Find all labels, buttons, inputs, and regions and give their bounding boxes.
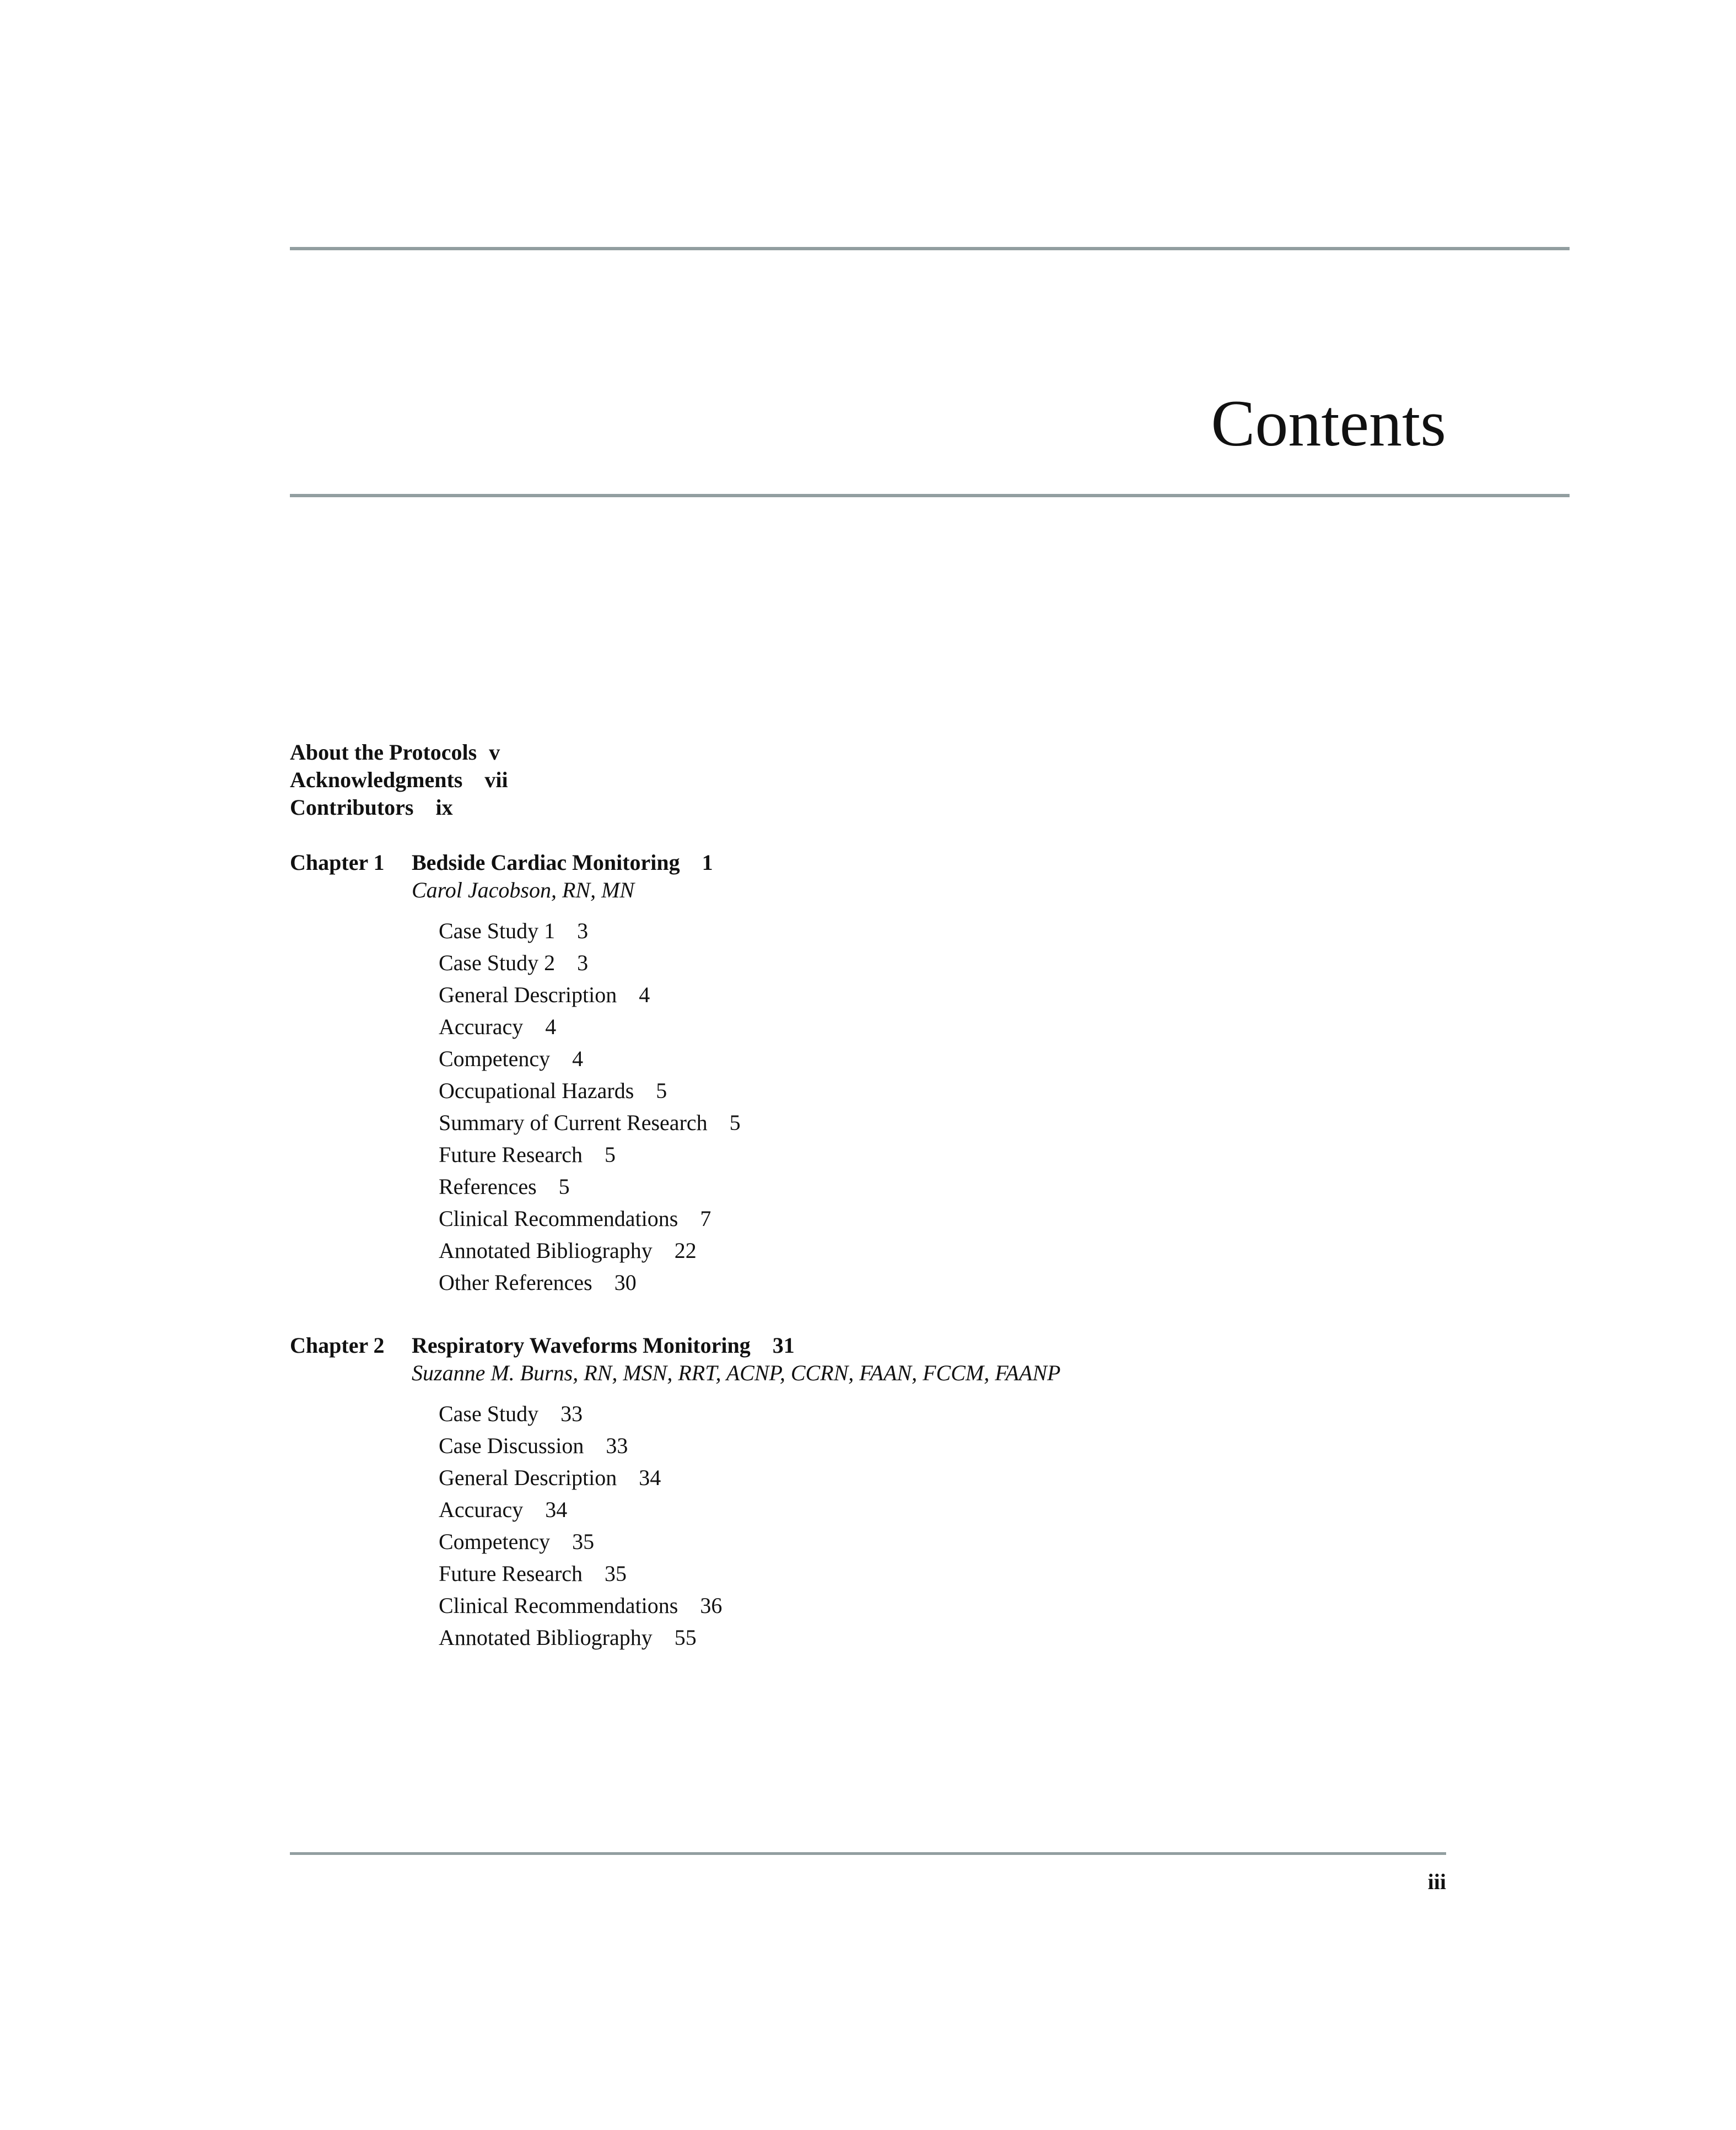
title-rule — [290, 494, 1570, 497]
toc-section[interactable] — [439, 1235, 1570, 1267]
section-label: Accuracy — [439, 1014, 524, 1039]
entry-page: vii — [484, 767, 508, 792]
section-page: 22 — [674, 1238, 697, 1263]
section-page: 5 — [656, 1078, 667, 1103]
toc-section[interactable] — [439, 1430, 1570, 1462]
section-page: 4 — [639, 982, 650, 1007]
page-number: iii — [1427, 1869, 1446, 1894]
section-page: 34 — [639, 1465, 661, 1490]
chapter-1 — [290, 849, 1570, 1299]
section-label: Future Research — [439, 1142, 583, 1167]
toc-section[interactable] — [439, 1043, 1570, 1075]
toc-section[interactable] — [439, 1526, 1570, 1558]
section-label: Future Research — [439, 1561, 583, 1586]
chapter-title — [412, 1332, 795, 1359]
section-label: Occupational Hazards — [439, 1078, 634, 1103]
toc-section[interactable] — [439, 1462, 1570, 1494]
section-list — [439, 1398, 1570, 1654]
section-label: Clinical Recommendations — [439, 1206, 678, 1231]
toc-section[interactable] — [439, 1171, 1570, 1203]
chapter-author: Suzanne M. Burns, RN, MSN, RRT, ACNP, CCRN, FAAN, FCCM, FAANP — [412, 1360, 1061, 1385]
chapter-author: Carol Jacobson, RN, MN — [412, 878, 635, 902]
page-title: Contents — [1211, 386, 1446, 460]
table-of-contents — [290, 739, 1570, 1654]
section-page: 33 — [560, 1401, 583, 1426]
section-label: Annotated Bibliography — [439, 1625, 653, 1650]
toc-section[interactable] — [439, 1139, 1570, 1171]
section-page: 35 — [572, 1529, 595, 1554]
entry-page: ix — [435, 795, 453, 820]
toc-section[interactable] — [439, 1398, 1570, 1430]
toc-section[interactable] — [439, 1558, 1570, 1590]
chapter-title-text: Respiratory Waveforms Monitoring — [412, 1333, 751, 1358]
chapter-page: 1 — [702, 850, 713, 875]
toc-entry-about-protocols[interactable] — [290, 739, 1570, 766]
section-page: 30 — [614, 1270, 637, 1295]
footer-rule — [290, 1852, 1446, 1855]
section-page: 5 — [729, 1110, 741, 1135]
chapter-heading[interactable] — [290, 849, 1570, 876]
chapter-page: 31 — [772, 1333, 795, 1358]
section-label: Case Study — [439, 1401, 539, 1426]
toc-section[interactable] — [439, 979, 1570, 1011]
toc-section[interactable] — [439, 1622, 1570, 1654]
section-page: 5 — [558, 1174, 570, 1199]
toc-entry-acknowledgments[interactable] — [290, 766, 1570, 794]
chapter-label: Chapter 2 — [290, 1333, 385, 1358]
section-label: Accuracy — [439, 1497, 524, 1522]
toc-section[interactable] — [439, 1203, 1570, 1235]
section-label: References — [439, 1174, 537, 1199]
section-label: Case Discussion — [439, 1433, 584, 1458]
entry-page: v — [489, 740, 500, 765]
section-page: 5 — [605, 1142, 616, 1167]
section-page: 3 — [577, 918, 589, 943]
toc-section[interactable] — [439, 1590, 1570, 1622]
chapter-title — [412, 849, 713, 876]
section-page: 7 — [700, 1206, 711, 1231]
section-label: General Description — [439, 982, 617, 1007]
section-page: 36 — [700, 1593, 723, 1618]
toc-section[interactable] — [439, 947, 1570, 979]
section-page: 3 — [577, 950, 589, 975]
toc-entry-contributors[interactable] — [290, 794, 1570, 821]
section-page: 34 — [545, 1497, 568, 1522]
toc-section[interactable] — [439, 1011, 1570, 1043]
toc-section[interactable] — [439, 1494, 1570, 1526]
section-label: Competency — [439, 1046, 551, 1071]
entry-label: Contributors — [290, 795, 414, 820]
section-list — [439, 915, 1570, 1299]
section-label: General Description — [439, 1465, 617, 1490]
section-label: Case Study 1 — [439, 918, 556, 943]
chapter-label: Chapter 1 — [290, 850, 385, 875]
section-label: Competency — [439, 1529, 551, 1554]
toc-section[interactable] — [439, 1107, 1570, 1139]
entry-label: About the Protocols — [290, 740, 477, 765]
section-page: 4 — [545, 1014, 557, 1039]
entry-label: Acknowledgments — [290, 767, 463, 792]
chapter-heading[interactable] — [290, 1332, 1570, 1359]
section-page: 4 — [572, 1046, 584, 1071]
toc-section[interactable] — [439, 1075, 1570, 1107]
section-page: 55 — [674, 1625, 697, 1650]
top-rule — [290, 247, 1570, 250]
section-label: Annotated Bibliography — [439, 1238, 653, 1263]
toc-section[interactable] — [439, 1267, 1570, 1299]
section-page: 35 — [605, 1561, 627, 1586]
chapter-title-text: Bedside Cardiac Monitoring — [412, 850, 680, 875]
front-matter-list — [290, 739, 1570, 821]
section-page: 33 — [606, 1433, 628, 1458]
toc-section[interactable] — [439, 915, 1570, 947]
section-label: Other References — [439, 1270, 592, 1295]
section-label: Summary of Current Research — [439, 1110, 708, 1135]
section-label: Clinical Recommendations — [439, 1593, 678, 1618]
chapter-2 — [290, 1332, 1570, 1654]
section-label: Case Study 2 — [439, 950, 556, 975]
